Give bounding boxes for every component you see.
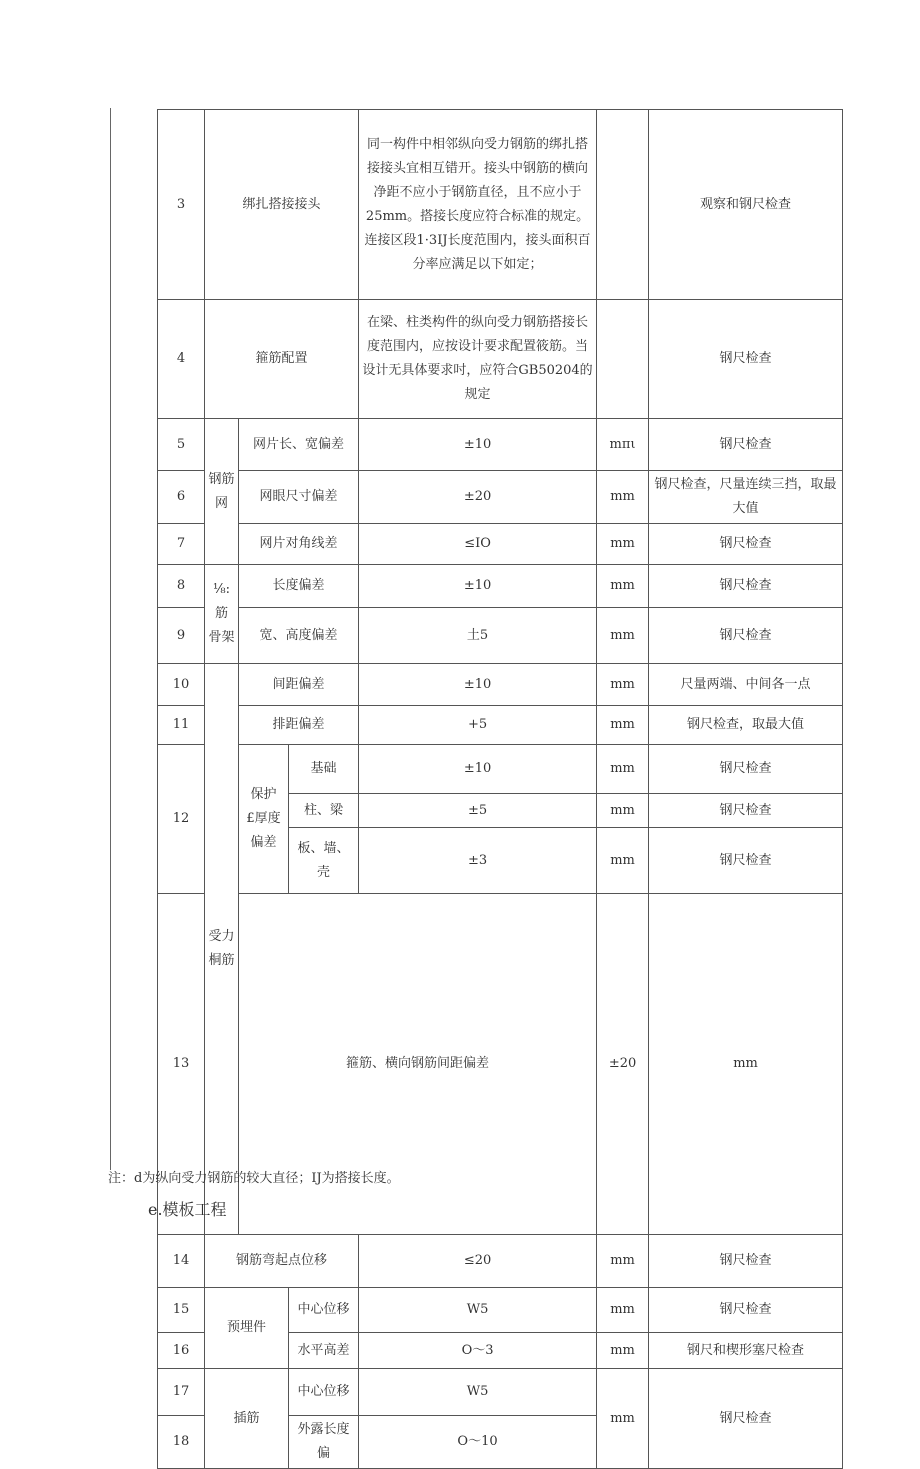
item-name: 长度偏差	[239, 565, 359, 608]
group-label-skeleton-line: 筋	[214, 606, 228, 621]
tolerance-value: ≤20	[359, 1235, 597, 1288]
unit-cell: mπι	[597, 419, 649, 471]
unit-cell: mm	[597, 1288, 649, 1333]
unit-cell: mm	[597, 828, 649, 894]
check-method: 钢尺检查	[649, 745, 843, 794]
check-method: 钢尺检查	[649, 794, 843, 828]
unit-cell	[597, 110, 649, 300]
group-label-skeleton-line: 骨架	[208, 630, 235, 645]
row-number: 15	[158, 1288, 205, 1333]
tolerance-value: ≤IO	[359, 524, 597, 565]
row-number: 16	[158, 1333, 205, 1369]
unit-cell: mm	[597, 1235, 649, 1288]
group-label-skeleton-line: ⅛:	[213, 582, 230, 597]
item-name: 箍筋、横向钢筋间距偏差	[239, 894, 597, 1235]
tolerance-value: ±20	[359, 471, 597, 524]
item-name: 中心位移	[289, 1369, 359, 1416]
tolerance-value: ±5	[359, 794, 597, 828]
unit-cell: mm	[597, 664, 649, 706]
tolerance-value: 土5	[359, 608, 597, 664]
row-number: 13	[158, 894, 205, 1235]
row-number: 12	[158, 745, 205, 894]
item-name: 绑扎搭接接头	[205, 110, 359, 300]
table-row	[158, 1235, 843, 1288]
check-method: 钢尺检查	[649, 828, 843, 894]
item-name: 箍筋配置	[205, 300, 359, 419]
table-row	[158, 565, 843, 608]
check-method: 钢尺和楔形塞尺检查	[649, 1333, 843, 1369]
item-name: 板、墙、壳	[289, 828, 359, 894]
check-method: 钢尺检查，取最大值	[649, 706, 843, 745]
unit-cell: mm	[597, 1333, 649, 1369]
item-name: 间距偏差	[239, 664, 359, 706]
table-row	[158, 110, 843, 300]
table-row	[158, 706, 843, 745]
check-method: 钢尺检查	[649, 1235, 843, 1288]
check-method: 钢尺检查，尺量连续三挡，取最大值	[649, 471, 843, 524]
item-name: 网片对角线差	[239, 524, 359, 565]
tolerance-value: ±10	[359, 664, 597, 706]
row-number: 3	[158, 110, 205, 300]
group-label-main-bar: 受力桐筋	[205, 664, 239, 1235]
group-label-skeleton	[205, 565, 239, 664]
left-margin-rule	[110, 108, 111, 1170]
tolerance-value: O～10	[359, 1416, 597, 1469]
table-row	[158, 1369, 843, 1416]
unit-cell: mm	[597, 1369, 649, 1469]
item-name: 网眼尺寸偏差	[239, 471, 359, 524]
tolerance-value: W5	[359, 1288, 597, 1333]
item-name: 网片长、宽偏差	[239, 419, 359, 471]
item-name: 水平高差	[289, 1333, 359, 1369]
table-row	[158, 1288, 843, 1333]
item-name: 柱、梁	[289, 794, 359, 828]
check-method: 钢尺检查	[649, 524, 843, 565]
group-label-embedded: 预埋件	[205, 1288, 289, 1369]
row-number: 4	[158, 300, 205, 419]
row-number: 17	[158, 1369, 205, 1416]
check-method: 钢尺检查	[649, 1288, 843, 1333]
table-row	[158, 524, 843, 565]
unit-cell	[597, 300, 649, 419]
requirement-text: 同一构件中相邻纵向受力钢筋的绑扎搭接接头宜相互错开。接头中钢筋的横向净距不应小于钢筋直径，且不应小于25mm。搭接长度应符合标准的规定。连接区段1·3IJ长度范围内，接头面积百分率应满足以下如定；	[359, 110, 597, 300]
row-number: 8	[158, 565, 205, 608]
group-label-mesh: 钢筋网	[205, 419, 239, 565]
row-number: 11	[158, 706, 205, 745]
section-heading: e.模板工程	[148, 1200, 227, 1219]
tolerance-value: ±3	[359, 828, 597, 894]
tolerance-value: ±20	[597, 894, 649, 1235]
item-name: 外露长度偏	[289, 1416, 359, 1469]
row-number: 7	[158, 524, 205, 565]
tolerance-value: ±10	[359, 745, 597, 794]
row-number: 6	[158, 471, 205, 524]
check-method: 观察和钢尺检查	[649, 110, 843, 300]
row-number: 9	[158, 608, 205, 664]
check-method: 钢尺检查	[649, 419, 843, 471]
table-footnote: 注：d为纵向受力钢筋的较大直径；IJ为搭接长度。	[108, 1171, 400, 1186]
requirement-text: 在梁、柱类构件的纵向受力钢筋搭接长度范围内，应按设计要求配置筱筋。当设计无具体要求吋，应符合GB50204的规定	[359, 300, 597, 419]
check-method: 尺量两端、中间各一点	[649, 664, 843, 706]
tolerance-value: ±10	[359, 565, 597, 608]
table-row	[158, 419, 843, 471]
group-label-dowel: 插筋	[205, 1369, 289, 1469]
item-name: 排距偏差	[239, 706, 359, 745]
unit-cell: mm	[597, 794, 649, 828]
tolerance-value: ±10	[359, 419, 597, 471]
unit-cell: mm	[597, 706, 649, 745]
unit-cell: mm	[597, 471, 649, 524]
table-row	[158, 745, 843, 794]
tolerance-value: +5	[359, 706, 597, 745]
table-row	[158, 608, 843, 664]
item-name: 基础	[289, 745, 359, 794]
table-row	[158, 300, 843, 419]
check-method: 钢尺检查	[649, 300, 843, 419]
cover-thickness-label: 保护£厚度偏差	[239, 745, 289, 894]
inspection-table	[157, 109, 843, 1469]
unit-cell: mm	[649, 894, 843, 1235]
unit-cell: mm	[597, 608, 649, 664]
row-number: 5	[158, 419, 205, 471]
row-number: 18	[158, 1416, 205, 1469]
check-method: 钢尺检查	[649, 608, 843, 664]
table-row	[158, 664, 843, 706]
tolerance-value: W5	[359, 1369, 597, 1416]
table-row	[158, 471, 843, 524]
unit-cell: mm	[597, 524, 649, 565]
check-method: 钢尺检查	[649, 1369, 843, 1469]
row-number: 10	[158, 664, 205, 706]
item-name: 中心位移	[289, 1288, 359, 1333]
unit-cell: mm	[597, 565, 649, 608]
tolerance-value: O～3	[359, 1333, 597, 1369]
row-number: 14	[158, 1235, 205, 1288]
item-name: 钢筋弯起点位移	[205, 1235, 359, 1288]
item-name: 宽、高度偏差	[239, 608, 359, 664]
unit-cell: mm	[597, 745, 649, 794]
check-method: 钢尺检查	[649, 565, 843, 608]
